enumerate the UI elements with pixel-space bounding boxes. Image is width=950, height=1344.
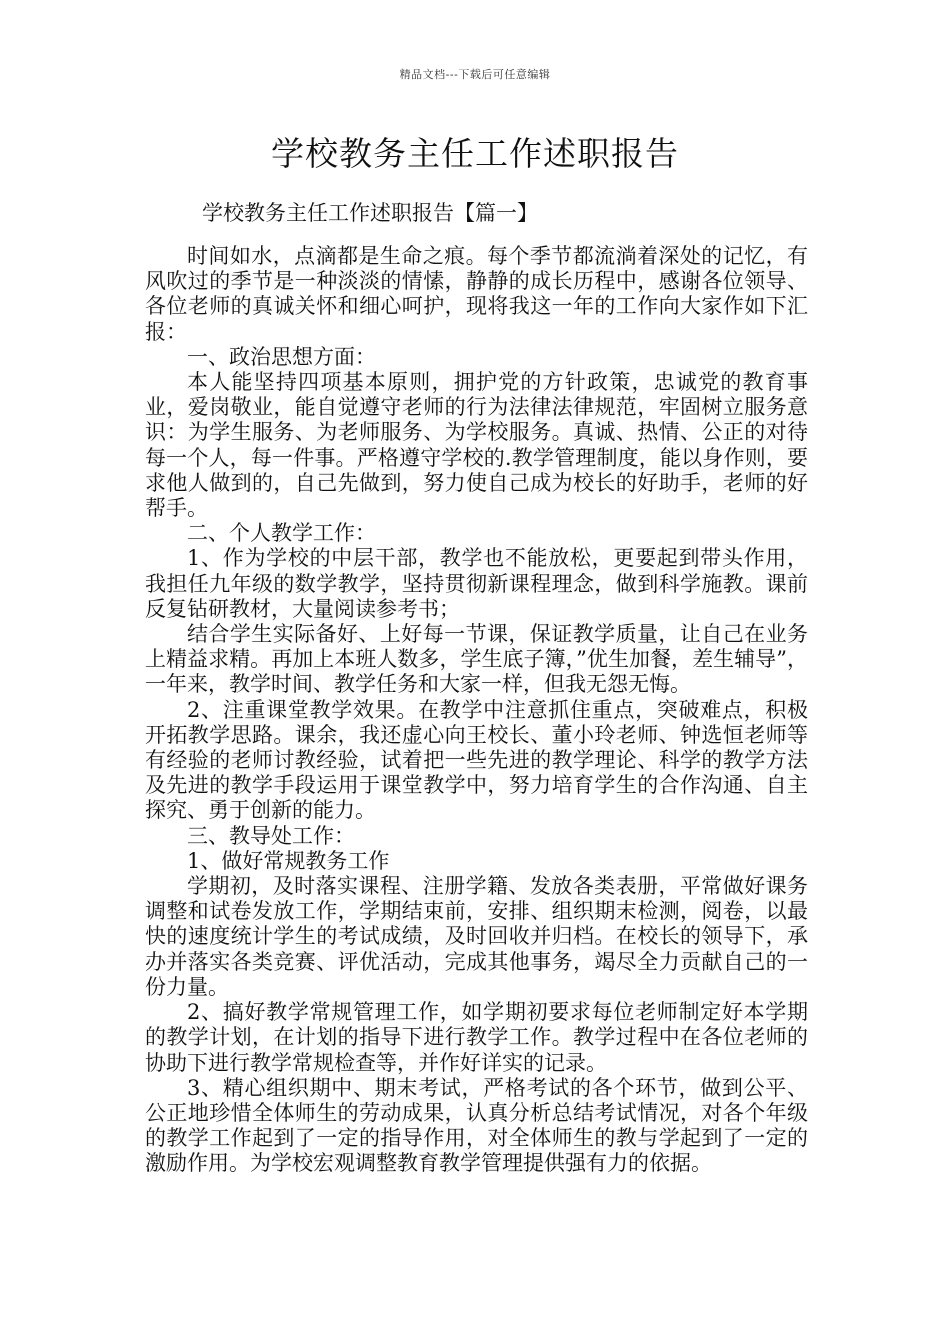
section-subtitle: 学校教务主任工作述职报告【篇一】 xyxy=(202,201,538,225)
subheading-routine: 1、做好常规教务工作 xyxy=(187,848,390,873)
paragraph-routine: 学期初，及时落实课程、注册学籍、发放各类表册，平常做好课务调整和试卷发放工作，学期结束前，安排、组织期末检测，阅卷，以最快的速度统计学生的考试成绩，及时回收并归档。在校长的领导下，承办并落实各类竞赛、评优活动，完成其他事务，竭尽全力贡献自己的一份力量。 xyxy=(145,874,808,999)
paragraph-political: 本人能坚持四项基本原则，拥护党的方针政策，忠诚党的教育事业，爱岗敬业，能自觉遵守老师的行为法律法律规范，牢固树立服务意识：为学生服务、为老师服务、为学校服务。真诚、热情、公正的对待每一个人，每一件事。严格遵守学校的.教学管理制度，能以身作则，要求他人做到的，自己先做到，努力使自己成为校长的好助手，老师的好帮手。 xyxy=(145,370,808,521)
paragraph-teaching-1: 1、作为学校的中层干部，教学也不能放松，更要起到带头作用，我担任九年级的数学教学，坚持贯彻新课程理念，做到科学施教。课前反复钻研教材，大量阅读参考书； xyxy=(145,546,808,621)
paragraph-intro: 时间如水，点滴都是生命之痕。每个季节都流淌着深处的记忆，有风吹过的季节是一种淡淡的情愫，静静的成长历程中，感谢各位领导、各位老师的真诚关怀和细心呵护，现将我这一年的工作向大家作如下汇报： xyxy=(145,244,808,344)
heading-political: 一、政治思想方面： xyxy=(187,344,376,369)
heading-teaching: 二、个人教学工作： xyxy=(187,521,376,546)
paragraph-exams: 3、精心组织期中、期末考试，严格考试的各个环节，做到公平、公正地珍惜全体师生的劳动成果，认真分析总结考试情况，对各个年级的教学工作起到了一定的指导作用，对全体师生的教与学起到了一定的激励作用。为学校宏观调整教育教学管理提供强有力的依据。 xyxy=(145,1075,808,1176)
header-note: 精品文档---下载后可任意编辑 xyxy=(399,68,551,81)
paragraph-teaching-3: 2、注重课堂教学效果。在教学中注意抓住重点，突破难点，积极开拓教学思路。课余，我还虚心向王校长、董小玲老师、钟选恒老师等有经验的老师讨教经验，试着把一些先进的教学理论、科学的教学方法及先进的教学手段运用于课堂教学中，努力培育学生的合作沟通、自主探究、勇于创新的能力。 xyxy=(145,697,808,823)
document-title: 学校教务主任工作述职报告 xyxy=(271,134,679,173)
paragraph-teaching-2: 结合学生实际备好、上好每一节课，保证教学质量，让自己在业务上精益求精。再加上本班人数多，学生底子簿，”优生加餐，差生辅导”，一年来，教学时间、教学任务和大家一样，但我无怨无悔。 xyxy=(145,622,808,697)
heading-office: 三、教导处工作： xyxy=(187,823,355,848)
document-body xyxy=(145,244,808,1177)
paragraph-management: 2、搞好教学常规管理工作，如学期初要求每位老师制定好本学期的教学计划，在计划的指导下进行教学工作。教学过程中在各位老师的协助下进行教学常规检查等，并作好详实的记录。 xyxy=(145,1000,808,1075)
